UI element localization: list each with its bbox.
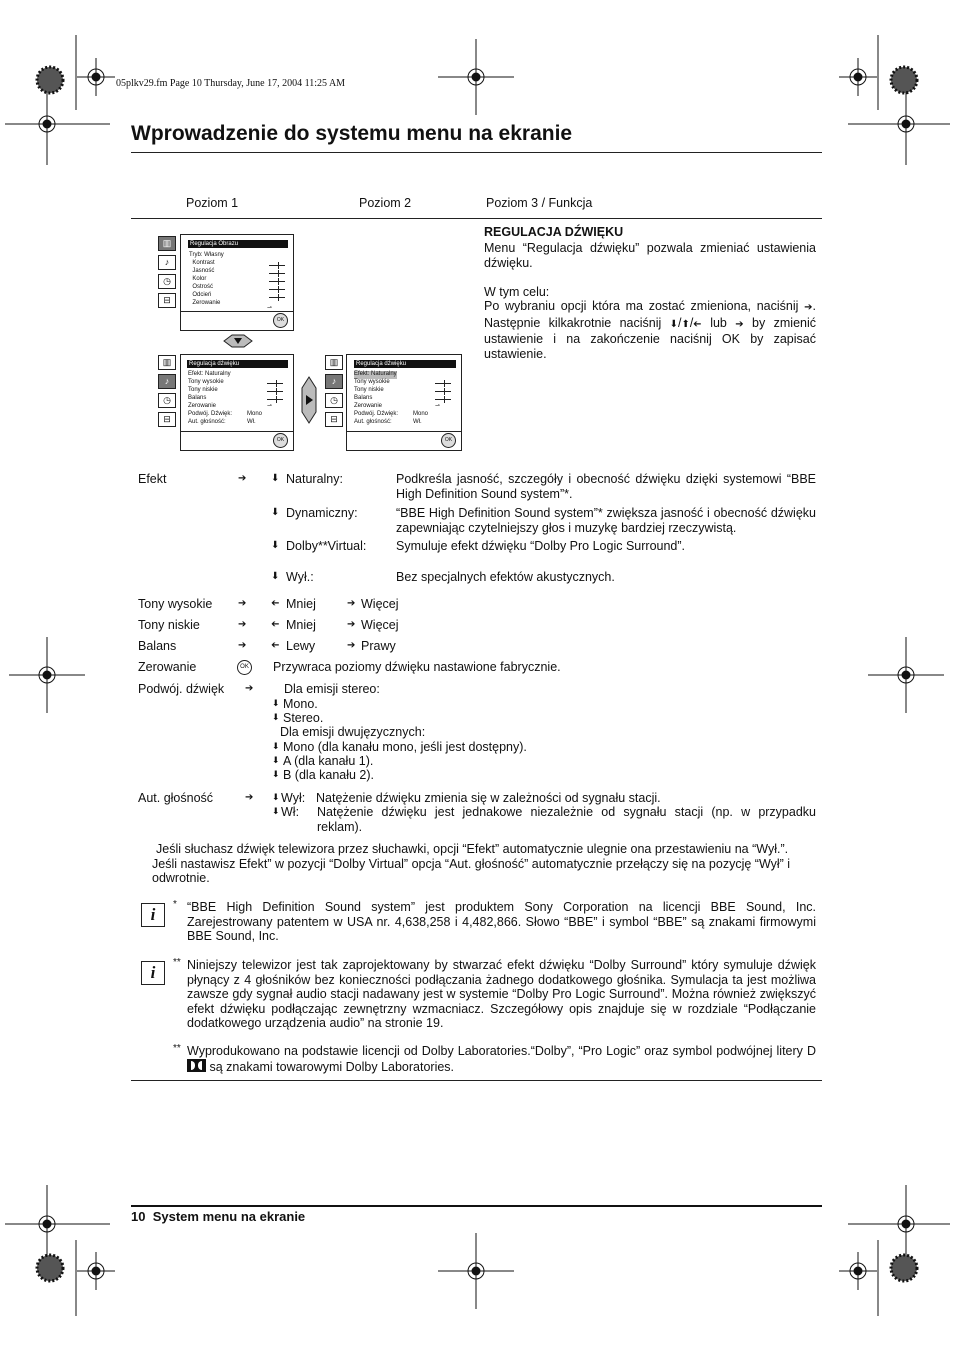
efekt-option-name: Dolby**Virtual: [286, 539, 367, 553]
howto-text: Po wybraniu opcji która ma zostać zmieniona, naciśnij ➔. Następnie kilkakrotnie naciśnij ⬇/⬆/➔ lub ➔ by zmienić ustawienie i na zakończenie naciśnij OK by zapisać ustawienie. [484, 299, 816, 361]
screen-line: Tony wysokie [188, 379, 224, 385]
screen-line: Tryb: Własny [189, 252, 224, 258]
screen-title: Regulacja Obrazu [188, 240, 288, 248]
down-arrow-icon: ⬇ [271, 507, 280, 518]
screen-line-selected: Efekt: Naturalny [354, 371, 397, 377]
sound-menu-icon: ♪ [158, 374, 176, 389]
howto-label: W tym celu: [484, 285, 550, 299]
screen-line: Tony niskie [188, 387, 218, 393]
down-arrow-icon: ⬇ [272, 698, 280, 708]
screen-line: Zerowanie [189, 300, 221, 306]
slider-icon [269, 281, 285, 282]
down-arrow-icon: ⬇ [272, 755, 280, 765]
picture-menu-icon: ▥ [325, 355, 343, 370]
right-arrow-icon: ➔ [238, 598, 247, 609]
screen-line: Kolor [189, 276, 207, 282]
footnote-mark: ** [173, 1043, 181, 1054]
down-arrow-icon: ⬇ [272, 741, 280, 751]
down-arrow-icon: ⬇ [272, 712, 280, 722]
column-level3: Poziom 3 / Funkcja [486, 196, 593, 210]
screen-sound-adjust-selected [346, 354, 462, 451]
screen-value: Mono [413, 411, 429, 417]
ok-icon: OK [237, 660, 252, 675]
footnote-dolby-surround: Niniejszy telewizor jest tak zaprojektowany by stwarzać efekt dźwięku “Dolby Surround” który symuluje dźwięk płynący z 4 głośników bez konieczności podłączania żadnego dodatkowego głośnika. Symulacja ta jest możliwa zawsze gdy sygnał audio stacji nadawany jest w systemie “Dolby Pro Logic Surround”. Można również zwiększyć efekt dźwięku podłączając zewnętrzny wzmacniacz. Szczegółowy opis znajduje się w rozdziale “Podłączanie dodatkowego urządzenia audio” na stronie 19. [187, 958, 816, 1030]
efekt-option-desc: Bez specjalnych efektów akustycznych. [396, 570, 615, 584]
setting-right: Więcej [361, 597, 399, 611]
section-intro: Menu “Regulacja dźwięku” pozwala zmieniać ustawienia dźwięku. [484, 241, 816, 270]
screen-line: Aut. głośność: [188, 419, 226, 425]
footer-rule [131, 1205, 822, 1207]
down-arrow-icon: ⬇ [272, 806, 280, 816]
slider-icon [269, 273, 285, 274]
setting-label: Balans [138, 639, 177, 653]
down-arrow-icon: ⬇ [272, 769, 280, 779]
podwoj-option: Mono (dla kanału mono, jeśli jest dostępny). [283, 740, 527, 754]
page-title: Wprowadzenie do systemu menu na ekranie [131, 122, 573, 145]
timer-menu-icon: ◷ [325, 393, 343, 408]
screen-sound-adjust [180, 354, 294, 451]
setting-right: Więcej [361, 618, 399, 632]
efekt-option-desc: Symuluje efekt dźwięku “Dolby Pro Logic Surround”. [396, 539, 686, 553]
dolby-double-d-icon [187, 1059, 206, 1072]
ok-icon: OK [273, 313, 288, 328]
up-arrow-icon: ⬆ [681, 318, 690, 330]
podwoj-option: Mono. [283, 697, 318, 711]
left-arrow-icon: ➔ [271, 640, 280, 651]
podwoj-label: Podwój. dźwięk [138, 682, 225, 696]
column-level2: Poziom 2 [359, 196, 412, 210]
slider-icon [435, 383, 451, 384]
left-arrow-icon: ➔ [271, 619, 280, 630]
screen-line: Efekt: Naturalny [188, 371, 231, 377]
setting-label: Tony wysokie [138, 597, 213, 611]
setup-menu-icon: ⊟ [158, 293, 176, 308]
setup-menu-icon: ⊟ [158, 412, 176, 427]
podwoj-option: A (dla kanału 1). [283, 754, 374, 768]
down-arrow-icon: ⬇ [669, 318, 679, 330]
setting-left: Lewy [286, 639, 316, 653]
sound-menu-icon: ♪ [325, 374, 343, 389]
right-arrow-icon: ➔ [245, 792, 254, 803]
screen-value: Mono [247, 411, 263, 417]
footnote-mark: * [173, 899, 177, 910]
screen-line: Zerowanie [188, 403, 217, 409]
slider-icon [269, 297, 285, 298]
podwoj-stereo-head: Dla emisji stereo: [284, 682, 380, 696]
right-arrow-icon: ➔ [347, 619, 356, 630]
slider-icon [269, 289, 285, 290]
timer-menu-icon: ◷ [158, 274, 176, 289]
screen-line: Podwój. Dźwięk: [188, 411, 233, 417]
screen-value: Wł. [247, 419, 256, 425]
zerowanie-desc: Przywraca poziomy dźwięku nastawione fabrycznie. [273, 660, 561, 674]
footnote-bbe: “BBE High Definition Sound system” jest produktem Sony Corporation na licencji BBE Sound, Inc. Zarejestrowany patentem w USA nr. 4,638,258 i 4,482,866. Słowo “BBE” i symbol “BBE” są znakami firmowymi BBE Sound, Inc. [187, 900, 816, 943]
footer [131, 1209, 305, 1224]
down-arrow-icon: ⬇ [271, 473, 280, 484]
down-arrow-icon: ⬇ [271, 571, 280, 582]
efekt-option-name: Dynamiczny: [286, 506, 358, 520]
right-arrow-icon: ➔ [238, 640, 247, 651]
right-arrow-icon: ➔ [347, 598, 356, 609]
right-arrow-icon: ➔ [238, 473, 247, 484]
setting-label: Tony niskie [138, 618, 200, 632]
efekt-option-name: Naturalny: [286, 472, 343, 486]
screen-title: Regulacja dźwięku [354, 360, 456, 368]
screen-line: Balans [188, 395, 207, 401]
aut-off-desc: Natężenie dźwięku zmienia się w zależności od sygnału stacji. [316, 791, 661, 805]
zerowanie-label: Zerowanie [138, 660, 197, 674]
setting-left: Mniej [286, 618, 316, 632]
aut-label: Aut. głośność [138, 791, 214, 805]
footnote-dolby-license: Wyprodukowano na podstawie licencji od Dolby Laboratories.“Dolby”, “Pro Logic” oraz symbol podwójnej litery D są znakami towarowymi Dolby Laboratories. [187, 1044, 816, 1074]
section-heading: REGULACJA DŹWIĘKU [484, 225, 624, 239]
timer-menu-icon: ◷ [158, 393, 176, 408]
aut-on-key: Wł: [281, 805, 300, 819]
efekt-label: Efekt [138, 472, 167, 486]
down-arrow-icon: ⬇ [271, 540, 280, 551]
left-arrow-icon: ➔ [271, 598, 280, 609]
screen-line: Jasność [189, 268, 215, 274]
podwoj-option: B (dla kanału 2). [283, 768, 375, 782]
file-header: 05plkv29.fm Page 10 Thursday, June 17, 2004 11:25 AM [116, 78, 346, 89]
efekt-option-name: Wył.: [286, 570, 314, 584]
podwoj-dual-head: Dla emisji dwujęzycznych: [280, 725, 426, 739]
slider-icon [267, 391, 283, 392]
title-rule [131, 152, 822, 153]
screen-line: Zerowanie [354, 403, 383, 409]
headphones-note: Jeśli słuchasz dźwięk telewizora przez słuchawki, opcji “Efekt” automatycznie ulegnie ona przestawieniu na “Wył.”. Jeśli nastawisz Efekt” w pozycji “Dolby Virtual” opcja “Aut. głośność” automatycznie przełączy się na pozycję “Wył” i odwrotnie. [152, 842, 791, 885]
screen-line: Podwój. Dźwięk: [354, 411, 399, 417]
info-icon: i [141, 961, 165, 985]
right-arrow-icon: ➔ [347, 640, 356, 651]
footnote-mark: ** [173, 957, 181, 968]
setting-right: Prawy [361, 639, 396, 653]
down-arrow-icon [222, 334, 254, 348]
right-arrow-icon: ➔ [238, 619, 247, 630]
column-level1: Poziom 1 [186, 196, 239, 210]
slider-icon [435, 399, 451, 400]
podwoj-option: Stereo. [283, 711, 324, 725]
reset-icon: ⇀ [267, 403, 273, 409]
right-arrow-icon: ➔ [735, 318, 744, 330]
right-arrow-icon: ➔ [804, 302, 813, 313]
left-arrow-icon: ➔ [693, 318, 702, 330]
screen-line: Aut. głośność: [354, 419, 392, 425]
screen-value: Wł. [413, 419, 422, 425]
screen-line: Balans [354, 395, 373, 401]
screen-line: Odcień [189, 292, 212, 298]
reset-icon: ⇀ [267, 305, 273, 311]
picture-menu-icon: ▥ [158, 355, 176, 370]
reset-icon: ⇀ [435, 403, 441, 409]
screen-line: Tony niskie [354, 387, 384, 393]
right-arrow-icon [301, 376, 318, 424]
header-rule [131, 218, 822, 219]
slider-icon [267, 383, 283, 384]
screen-line: Tony wysokie [354, 379, 390, 385]
ok-icon: OK [441, 433, 456, 448]
slider-icon [435, 391, 451, 392]
sound-menu-icon: ♪ [158, 255, 176, 270]
info-icon: i [141, 903, 165, 927]
slider-icon [267, 399, 283, 400]
page-number: 10 [131, 1209, 146, 1224]
screen-line: Ostrość [189, 284, 214, 290]
right-arrow-icon: ➔ [245, 683, 254, 694]
ok-icon: OK [273, 433, 288, 448]
section-end-rule [131, 1080, 822, 1081]
setting-left: Mniej [286, 597, 316, 611]
aut-on-desc: Natężenie dźwięku jest jednakowe niezależnie od sygnału stacji (np. w przypadku reklam). [317, 805, 816, 834]
footer-title: System menu na ekranie [152, 1209, 306, 1224]
screen-picture-adjust [180, 234, 294, 331]
aut-off-key: Wył: [281, 791, 306, 805]
slider-icon [269, 265, 285, 266]
picture-menu-icon: ▥ [158, 236, 176, 251]
down-arrow-icon: ⬇ [272, 792, 280, 802]
screen-line: Kontrast [189, 260, 215, 266]
screen-title: Regulacja dźwięku [187, 360, 288, 368]
efekt-option-desc: Podkreśla jasność, szczegóły i obecność dźwięku dzięki systemowi “BBE High Definition Sound system”*. [396, 472, 816, 501]
efekt-option-desc: “BBE High Definition Sound system”* zwiększa jasność i obecność dźwięku zapewniając czytelniejszy głos i muzykę bardziej rzeczywistą. [396, 506, 816, 535]
setup-menu-icon: ⊟ [325, 412, 343, 427]
